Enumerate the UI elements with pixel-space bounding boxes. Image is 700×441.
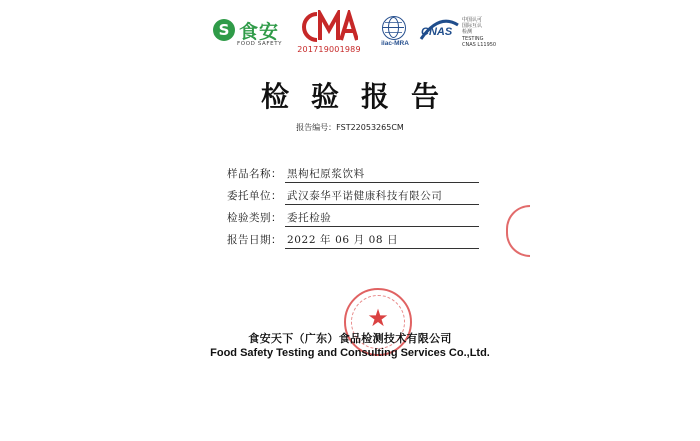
food-safety-logo — [213, 15, 285, 51]
company-name-cn: 食安天下（广东）食品检测技术有限公司 — [248, 332, 452, 345]
info-value: 2022 年 06 月 08 日 — [287, 234, 399, 246]
info-label: 委托单位： — [227, 190, 282, 202]
globe-icon — [382, 16, 406, 40]
food-safety-logo-en: FOOD SAFETY — [237, 41, 283, 47]
cma-number: 201719001989 — [297, 45, 361, 54]
info-row — [227, 186, 479, 206]
star-icon: ★ — [367, 304, 389, 332]
food-safety-logo-cn: 食安 — [239, 21, 280, 43]
info-value: 黑枸杞原浆饮料 — [287, 168, 365, 180]
info-value: 武汉泰华平诺健康科技有限公司 — [287, 190, 443, 202]
cma-logo — [296, 10, 362, 56]
food-safety-s-icon: S — [213, 19, 235, 41]
ilac-logo — [376, 16, 414, 50]
info-row — [227, 230, 479, 250]
cnas-side-line: 国际互认 — [462, 23, 483, 30]
cnas-side-line: 中国认可 — [462, 17, 483, 23]
underline — [285, 182, 479, 183]
info-label: 样品名称： — [227, 168, 282, 180]
cnas-side-line: CNAS L11950 — [462, 41, 497, 48]
cma-mark-icon — [300, 10, 358, 44]
cnas-logo — [418, 17, 498, 51]
cnas-side-line: 检测 — [462, 29, 473, 36]
info-label: 报告日期： — [227, 234, 282, 246]
underline — [285, 248, 479, 249]
cnas-side-line: TESTING — [462, 35, 484, 42]
page-title: 检验报告 — [260, 80, 461, 113]
info-label: 检验类别： — [227, 212, 282, 224]
info-row — [227, 164, 479, 184]
underline — [285, 226, 479, 227]
cnas-side-text — [462, 17, 496, 48]
company-name-en: Food Safety Testing and Consulting Services Co.,Ltd. — [210, 347, 490, 359]
info-row — [227, 208, 479, 228]
report-info-table — [227, 164, 479, 252]
edge-seal-stamp — [506, 205, 530, 257]
ilac-text: ilac-MRA — [381, 40, 409, 47]
cnas-text: CNAS — [421, 26, 453, 38]
info-value: 委托检验 — [287, 212, 332, 224]
report-number: 报告编号：FST22053265CM — [296, 123, 404, 132]
underline — [285, 204, 479, 205]
